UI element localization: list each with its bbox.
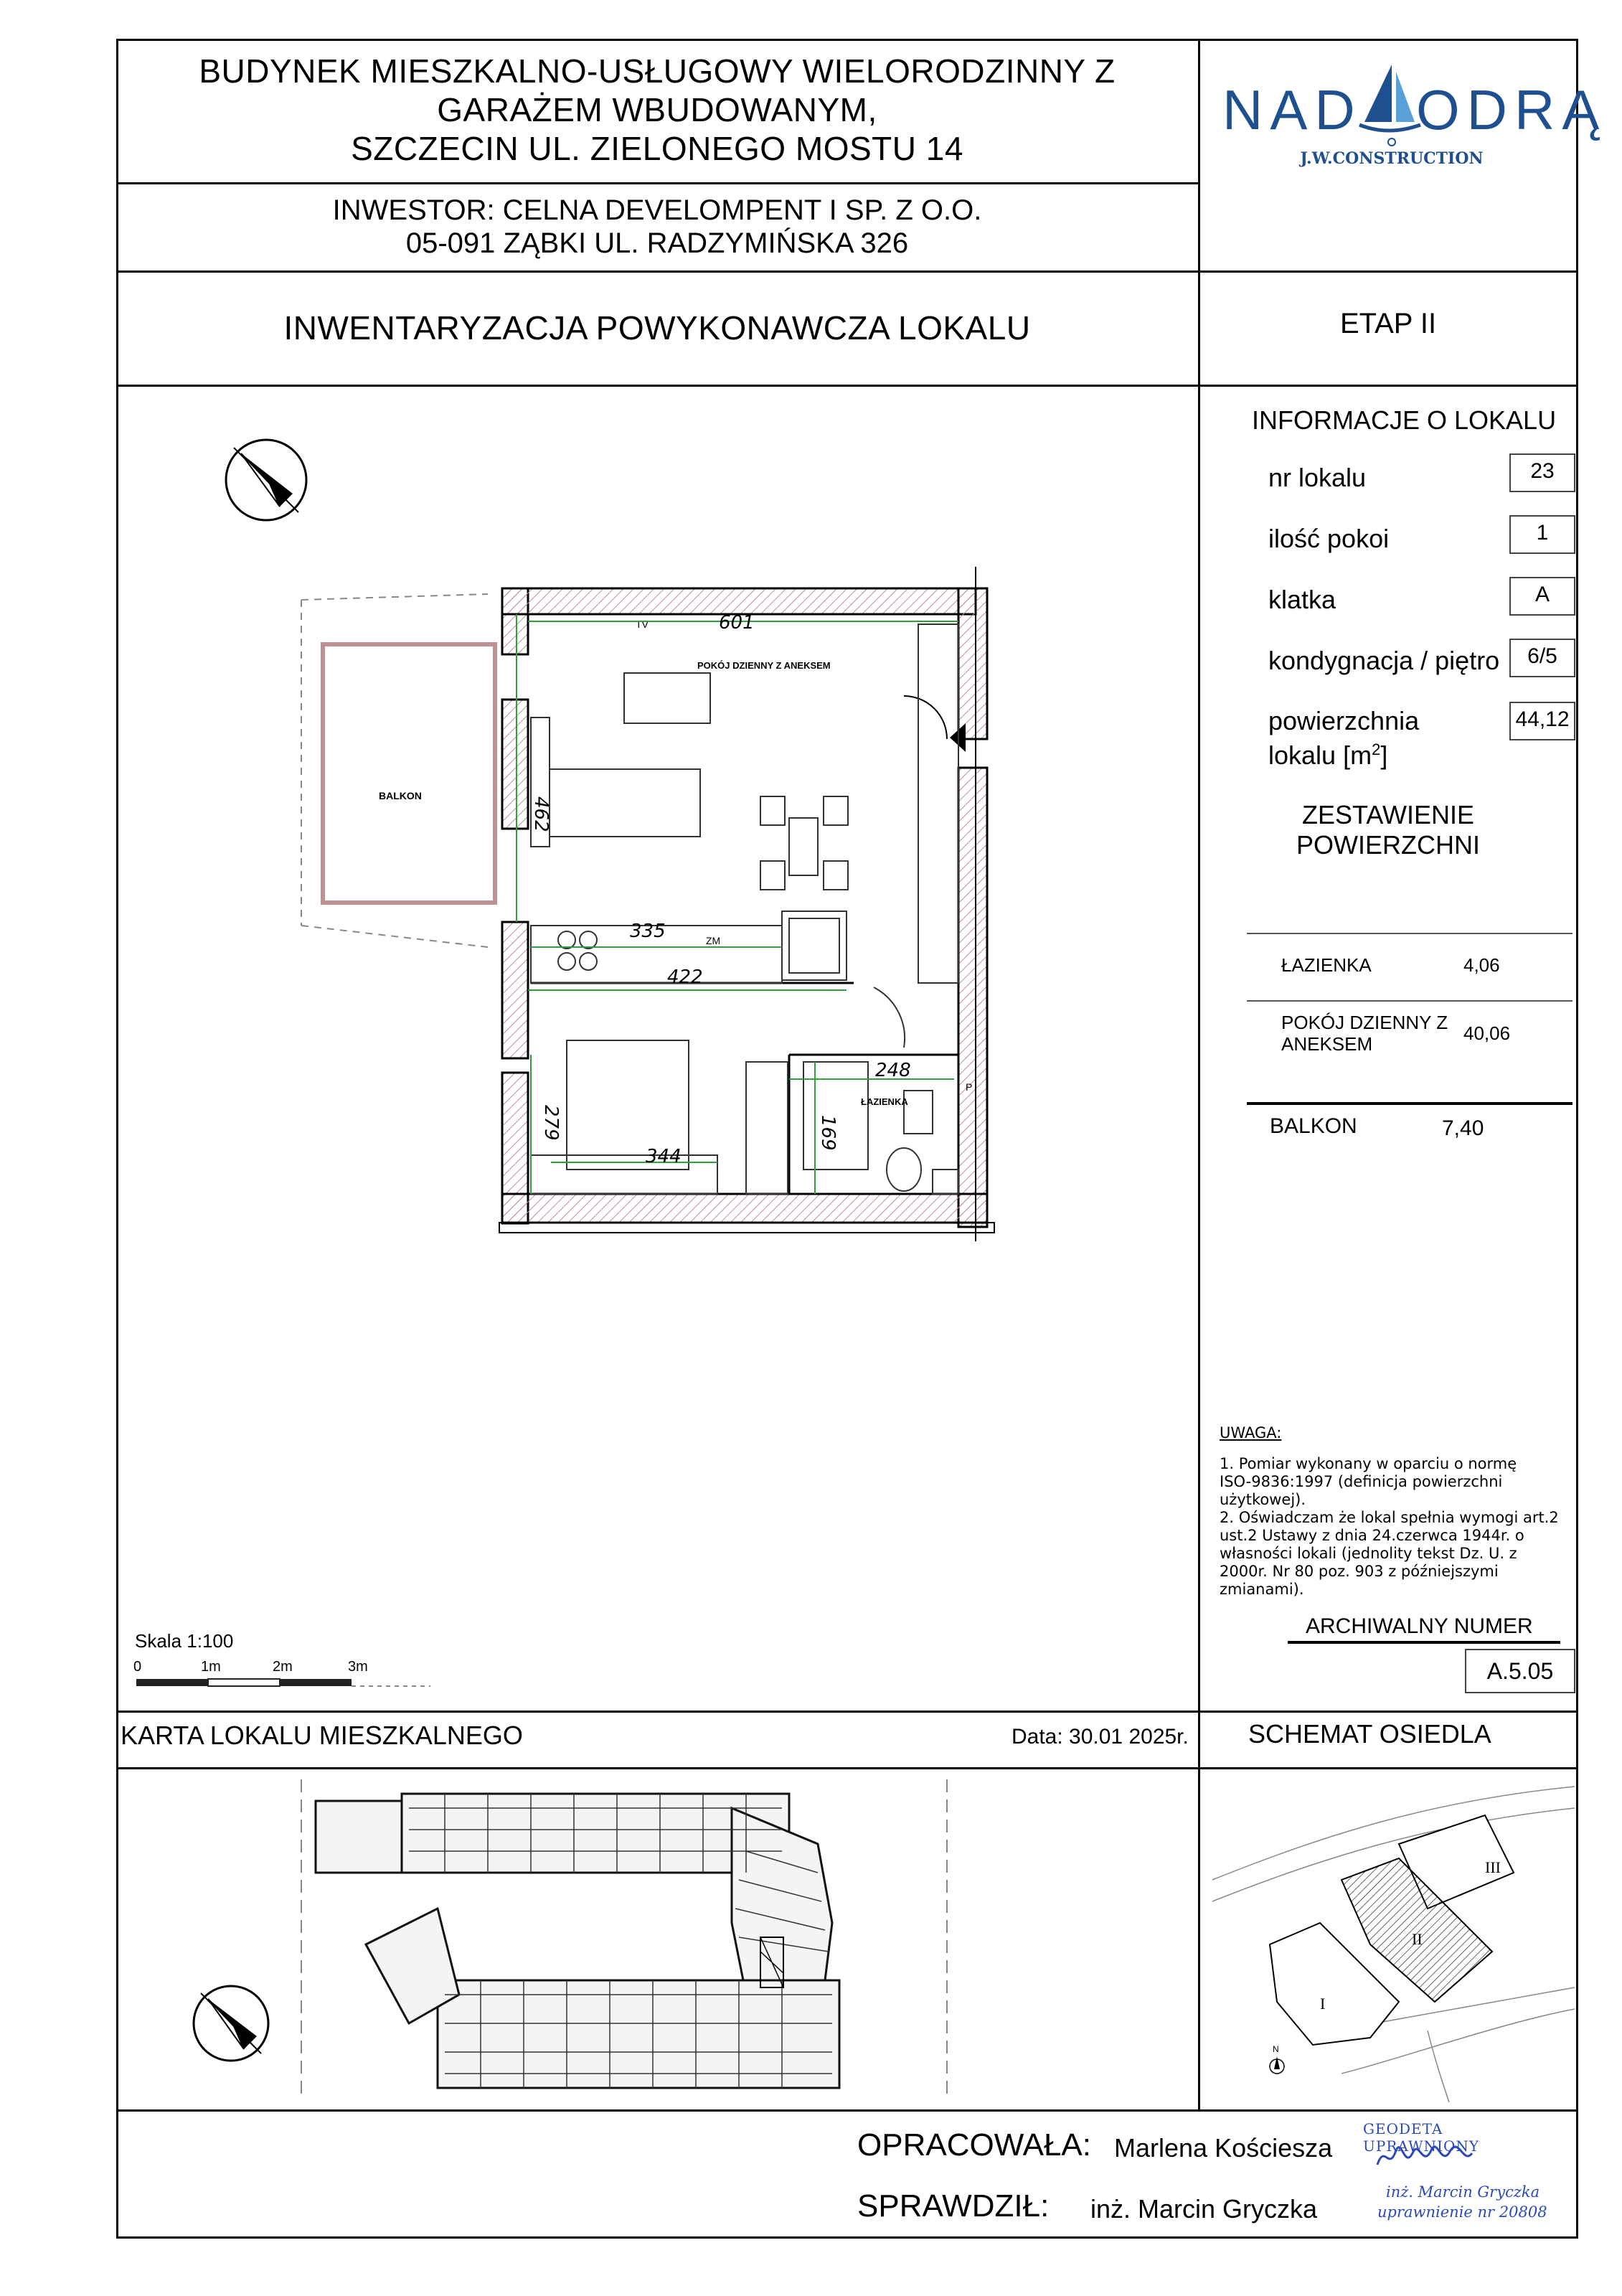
info-label-floor: kondygnacja / piętro [1268, 646, 1500, 675]
floor-plan [287, 560, 1033, 1248]
info-value-rooms: 1 [1509, 515, 1575, 554]
notes-line: własności lokali (jednolity tekst Dz. U. z [1220, 1545, 1517, 1562]
header-title-line2: GARAŻEM WBUDOWANYM, [437, 91, 877, 128]
estate-north-icon [1270, 2044, 1284, 2074]
logo-company-text: J.W.CONSTRUCTION [1300, 149, 1484, 168]
estate-label-1: I [1320, 1995, 1326, 2013]
plan-p-label: P [966, 1081, 973, 1093]
estate-label-2: II [1412, 1930, 1423, 1948]
plan-dim: 335 [630, 921, 666, 942]
section-divider [116, 385, 1578, 387]
card-title: KARTA LOKALU MIESZKALNEGO [121, 1721, 523, 1750]
notes-line: 2000r. Nr 80 poz. 903 z późniejszymi [1220, 1563, 1499, 1580]
estate-title: SCHEMAT OSIEDLA [1248, 1719, 1491, 1749]
plan-dim: 279 [540, 1105, 562, 1141]
summary-room-living [1281, 1012, 1448, 1055]
info-heading: INFORMACJE O LOKALU [1252, 405, 1557, 435]
title-divider [116, 182, 1198, 184]
header-title-line3: SZCZECIN UL. ZIELONEGO MOSTU 14 [351, 130, 963, 167]
info-value-number: 23 [1509, 453, 1575, 492]
investor-line1: INWESTOR: CELNA DEVELOMPENT I SP. Z O.O. [332, 194, 982, 226]
plan-dim: 462 [530, 796, 552, 832]
scale-label: Skala 1:100 [135, 1630, 234, 1652]
stamp-line3: uprawnienie nr 20808 [1377, 2203, 1547, 2221]
info-value-area: 44,12 [1509, 702, 1575, 740]
notes-line: 2. Oświadczam że lokal spełnia wymogi art.2 [1220, 1509, 1559, 1526]
card-date: Data: 30.01 2025r. [1012, 1725, 1189, 1749]
stamp-line2: inż. Marcin Gryczka [1386, 2183, 1540, 2201]
signature-scribble [1372, 2136, 1515, 2179]
summary-heading-line1: ZESTAWIENIE [1301, 800, 1474, 829]
signature-divider [116, 2109, 1578, 2112]
notes-body [1220, 1455, 1564, 1599]
info-label-number: nr lokalu [1268, 463, 1367, 492]
info-label-area-line1: powierzchnia [1268, 706, 1420, 735]
summary-area-bath: 4,06 [1463, 954, 1500, 976]
svg-text:ODRĄ: ODRĄ [1416, 78, 1607, 141]
notes-line: 1. Pomiar wykonany w oparciu o normę [1220, 1455, 1517, 1472]
notes-line: ust.2 Ustawy z dnia 24.czerwca 1944r. o [1220, 1527, 1524, 1544]
prepared-name: Marlena Kościesza [1114, 2133, 1333, 2163]
info-value-floor: 6/5 [1509, 639, 1575, 677]
footer-top-divider [116, 1711, 1578, 1713]
scale-tick-label: 1m [201, 1659, 221, 1675]
scale-tick-label: 3m [348, 1659, 368, 1675]
archive-label: ARCHIWALNY NUMER [1306, 1614, 1533, 1638]
scale-graphic [129, 1676, 445, 1695]
summary-balcony-area: 7,40 [1442, 1116, 1484, 1140]
plan-balcony-label: BALKON [379, 790, 422, 801]
scale-tick-label: 2m [273, 1659, 293, 1675]
north-arrow-icon [220, 433, 313, 527]
estate-map [1212, 1772, 1575, 2102]
summary-heading-line2: POWIERZCHNI [1296, 830, 1480, 860]
plan-room-living: POKÓJ DZIENNY Z ANEKSEM [697, 660, 831, 671]
plan-tv-label: TV [636, 618, 649, 630]
footer-divider [1198, 1711, 1200, 2109]
investor-line2: 05-091 ZĄBKI UL. RADZYMIŃSKA 326 [405, 227, 909, 259]
stamp-line1: GEODETA UPRAWNIONY [1363, 2120, 1480, 2155]
notes-line: zmianami). [1220, 1581, 1304, 1598]
summary-area-living: 40,06 [1463, 1022, 1511, 1044]
header-title-line1: BUDYNEK MIESZKALNO-USŁUGOWY WIELORODZINNY Z [199, 52, 1116, 90]
north-arrow-icon [188, 1980, 274, 2066]
furniture [531, 624, 958, 1194]
scale-bar [129, 1659, 445, 1695]
archive-rule [1288, 1641, 1560, 1644]
notes-title: UWAGA: [1220, 1424, 1282, 1441]
info-value-staircase: A [1509, 577, 1575, 616]
info-label-area [1268, 707, 1419, 770]
summary-rule-3 [1247, 1102, 1573, 1105]
investor-block [116, 194, 1198, 260]
summary-rule-1 [1247, 933, 1573, 934]
summary-balcony-label: BALKON [1270, 1114, 1357, 1138]
archive-value: A.5.05 [1465, 1649, 1575, 1693]
plan-dim: 248 [875, 1060, 911, 1081]
summary-heading [1220, 800, 1557, 860]
header-title [116, 52, 1198, 168]
notes-line: użytkowej). [1220, 1491, 1306, 1508]
svg-text:NAD: NAD [1222, 78, 1362, 141]
logo-graphic [1212, 50, 1607, 172]
balcony [301, 594, 495, 947]
info-label-rooms: ilość pokoi [1268, 524, 1390, 553]
building-plan [301, 1779, 961, 2109]
checked-label: SPRAWDZIŁ: [857, 2188, 1050, 2224]
scale-tick-label: 0 [133, 1659, 142, 1675]
surveyor-stamp [1363, 2120, 1564, 2228]
plan-zm-label: ZM [706, 935, 721, 946]
plan-dim: 422 [667, 966, 703, 988]
summary-rule-2 [1247, 1000, 1573, 1002]
plan-room-bath: ŁAZIENKA [861, 1096, 908, 1107]
checked-name: inż. Marcin Gryczka [1090, 2194, 1318, 2224]
plan-dim: 344 [646, 1146, 682, 1167]
summary-room-living-line1: POKÓJ DZIENNY Z [1281, 1012, 1448, 1033]
stage-label: ETAP II [1339, 308, 1437, 339]
investor-divider [116, 270, 1578, 273]
summary-room-living-line2: ANEKSEM [1281, 1033, 1373, 1055]
prepared-label: OPRACOWAŁA: [857, 2127, 1091, 2163]
logo [1212, 50, 1607, 172]
right-column-divider [1198, 39, 1200, 1711]
section-title: INWENTARYZACJA POWYKONAWCZA LOKALU [283, 309, 1031, 347]
plan-dim: 601 [719, 612, 755, 634]
svg-text:N: N [1273, 2044, 1279, 2054]
estate-label-3: III [1485, 1858, 1501, 1876]
info-label-staircase: klatka [1268, 585, 1336, 614]
summary-room-bath: ŁAZIENKA [1281, 954, 1372, 976]
footer-heading-divider [116, 1767, 1578, 1769]
plan-dim: 169 [817, 1115, 839, 1151]
info-label-area-line2: lokalu $[m^2]$ [1268, 740, 1388, 770]
notes-line: ISO-9836:1997 (definicja powierzchni [1220, 1473, 1503, 1490]
